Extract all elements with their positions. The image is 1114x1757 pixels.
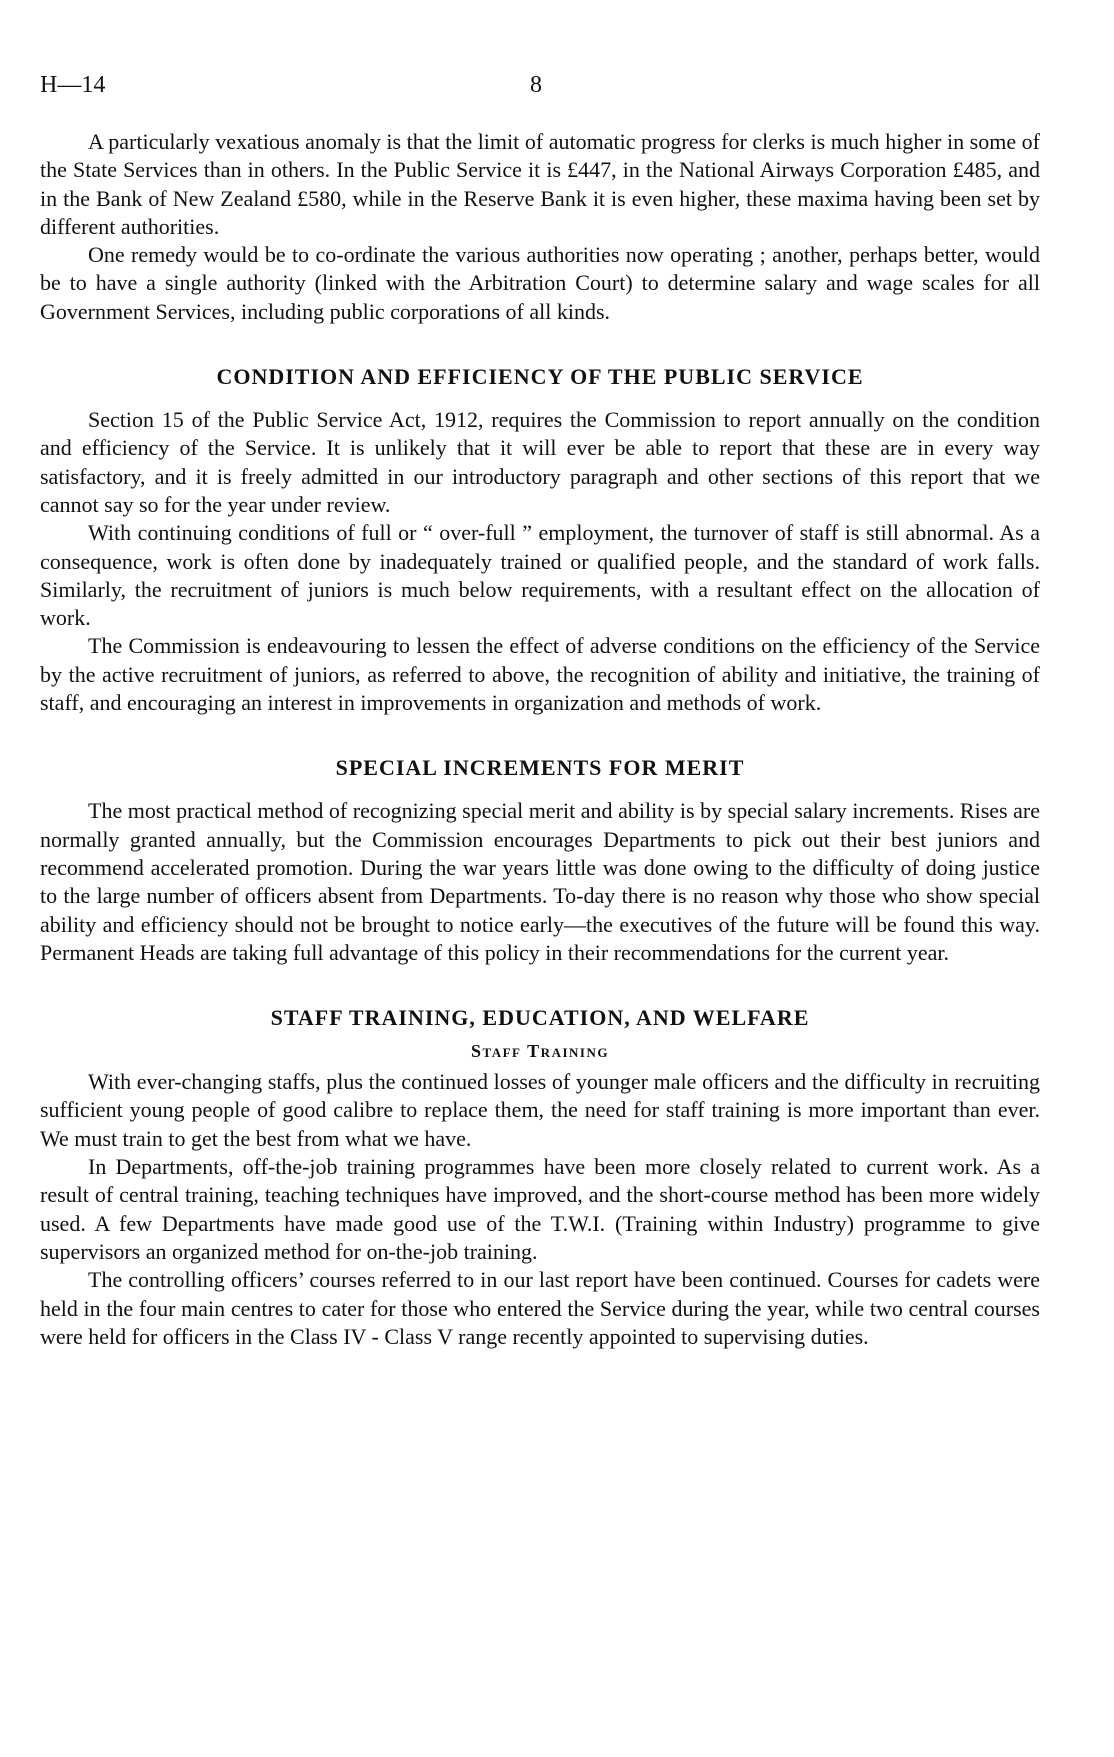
document-code: H—14: [40, 72, 106, 98]
section-condition-efficiency: [40, 364, 1040, 717]
document-body: [40, 128, 1040, 1351]
paragraph: With ever-changing staffs, plus the continued losses of younger male officers and the difficulty in recruiting sufficient young people of good calibre to replace them, the need for staff training is more important than ever. We must train to get the best from what we have.: [40, 1069, 1040, 1151]
paragraph: The most practical method of recognizing special merit and ability is by special salary increments. Rises are normally granted annually, but the Commission encourages Departments to pick out their best juniors and recommend accelerated promotion. During the war years little was done owing to the difficulty of doing justice to the large number of officers absent from Departments. To-day there is no reason why those who show special ability and efficiency should not be brought to notice early—the executives of the future will be found this way. Permanent Heads are taking full advantage of this policy in their recommendations for the current year.: [40, 798, 1040, 965]
paragraph: A particularly vexatious anomaly is that the limit of automatic progress for clerks is much higher in some of the State Services than in others. In the Public Service it is £447, in the National Airways Corporation £485, and in the Bank of New Zealand £580, while in the Reserve Bank it is even higher, these maxima having been set by different authorities.: [40, 129, 1040, 239]
paragraph: With continuing conditions of full or “ over-full ” employment, the turnover of staff is still abnormal. As a consequence, work is often done by inadequately trained or qualified people, and the standard of work falls. Similarly, the recruitment of juniors is much below requirements, with a resultant effect on the allocation of work.: [40, 520, 1040, 631]
paragraph: In Departments, off-the-job training programmes have been more closely related to current work. As a result of central training, teaching techniques have improved, and the short-course method has been more widely used. A few Departments have made good use of the T.W.I. (Training within Industry) programme to give supervisors an organized method for on-the-job training.: [40, 1154, 1040, 1264]
paragraph: The controlling officers’ courses referred to in our last report have been continued. Courses for cadets were held in the four main centres to cater for those who entered the Service during the year, while two central courses were held for officers in the Class IV - Class V range recently appointed to supervising duties.: [40, 1267, 1040, 1349]
paragraph: The Commission is endeavouring to lessen the effect of adverse conditions on the efficiency of the Service by the active recruitment of juniors, as referred to above, the recognition of ability and initiative, the training of staff, and encouraging an interest in improvements in organization and methods of work.: [40, 633, 1040, 716]
paragraph: One remedy would be to co-ordinate the various authorities now operating ; another, perhaps better, would be to have a single authority (linked with the Arbitration Court) to determine salary and wage scales for all Government Services, including public corporations of all kinds.: [40, 242, 1040, 324]
page-number: 8: [530, 72, 542, 98]
section-heading: STAFF TRAINING, EDUCATION, AND WELFARE: [270, 1005, 810, 1031]
section-subheading: Staff Training: [471, 1041, 609, 1062]
document-page: [40, 72, 1040, 1351]
section-salary-anomalies: [40, 128, 1040, 326]
section-heading: CONDITION AND EFFICIENCY OF THE PUBLIC SERVICE: [216, 364, 864, 390]
section-heading: SPECIAL INCREMENTS FOR MERIT: [335, 755, 745, 781]
page-header: [40, 72, 1040, 102]
section-staff-training: [40, 1005, 1040, 1351]
section-special-increments: [40, 755, 1040, 967]
paragraph: Section 15 of the Public Service Act, 1912, requires the Commission to report annually on the condition and efficiency of the Service. It is unlikely that it will ever be able to report that these are in every way satisfactory, and it is freely admitted in our introductory paragraph and other sections of this report that we cannot say so for the year under review.: [40, 407, 1040, 517]
